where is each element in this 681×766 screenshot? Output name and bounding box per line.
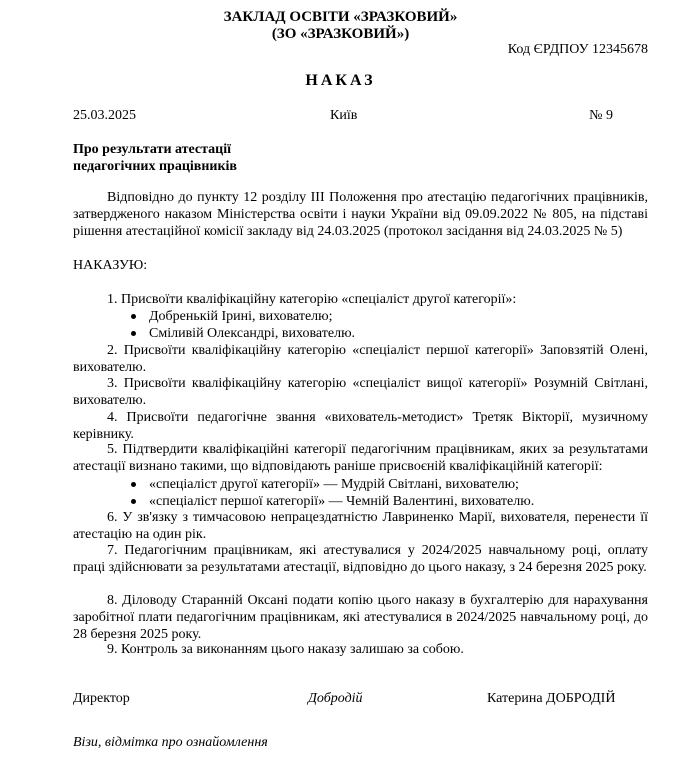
- item-8: 8. Діловоду Старанній Оксані подати копію цього наказу в бухгалтерію для нарахування заробітної плати педагогічним працівникам, які атестувалися в 2024/2025 навчальному році, до 28 березня 2025 року.: [73, 593, 648, 642]
- visas-note: Візи, відмітка про ознайомлення: [73, 735, 268, 750]
- item-2: 2. Присвоїти кваліфікаційну категорію «спеціаліст першої категорії» Заповзятій Олені, вихователю.: [73, 343, 648, 375]
- document-date: 25.03.2025: [73, 108, 136, 123]
- list-item: «спеціаліст другої категорії» — Мудрій Світлані, вихователю;: [73, 476, 648, 493]
- item-1: 1. Присвоїти кваліфікаційну категорію «спеціаліст другої категорії»:: [107, 292, 517, 307]
- list-item: Сміливій Олександрі, вихователю.: [73, 325, 648, 342]
- item-9: 9. Контроль за виконанням цього наказу залишаю за собою.: [107, 642, 464, 657]
- list-item: Добренькій Ірині, вихователю;: [73, 308, 648, 325]
- item-7: 7. Педагогічним працівникам, які атестувалися у 2024/2025 навчальному році, оплату праці здійснювати за результатами атестації, відповідно до цього наказу, з 24 березня 2025 року.: [73, 543, 648, 575]
- signature-position: Директор: [73, 691, 130, 706]
- edrpou-code: Код ЄРДПОУ 12345678: [507, 42, 648, 57]
- order-word: НАКАЗУЮ:: [73, 258, 148, 273]
- document-type: НАКАЗ: [305, 72, 376, 89]
- signature-handwritten: Добродій: [308, 691, 363, 706]
- item-5: 5. Підтвердити кваліфікаційні категорії педагогічним працівникам, яких за результатами атестації визнано такими, що відповідають раніше присвоєній кваліфікаційній категорії:: [73, 442, 648, 474]
- subject-line-1: Про результати атестації: [73, 142, 232, 157]
- list-item: «спеціаліст першої категорії» — Чемній Валентині, вихователю.: [73, 493, 648, 510]
- item-6: 6. У зв'язку з тимчасовою непрацездатністю Лавриненко Марії, вихователя, перенести її атестацію на один рік.: [73, 510, 648, 542]
- org-name: ЗАКЛАД ОСВІТИ «ЗРАЗКОВИЙ»: [223, 9, 458, 25]
- preamble: Відповідно до пункту 12 розділу ІІІ Положення про атестацію педагогічних працівників, затвердженого наказом Міністерства освіти і науки України від 09.09.2022 № 805, на підставі рішення атестаційної комісії закладу від 24.03.2025 (протокол засідання від 24.03.2025 № 5): [73, 190, 648, 239]
- org-short-name: (ЗО «ЗРАЗКОВИЙ»): [271, 26, 410, 42]
- item-1-list: [73, 308, 648, 342]
- signature-name: Катерина ДОБРОДІЙ: [487, 691, 616, 706]
- document-number: № 9: [589, 108, 613, 123]
- document-city: Київ: [330, 108, 358, 123]
- document-subject: [73, 141, 237, 175]
- item-4: 4. Присвоїти педагогічне звання «вихователь-методист» Третяк Вікторії, музичному керівнику.: [73, 410, 648, 442]
- item-3: 3. Присвоїти кваліфікаційну категорію «спеціаліст вищої категорії» Розумній Світлані, вихователю.: [73, 376, 648, 408]
- subject-line-2: педагогічних працівників: [73, 159, 237, 174]
- item-5-list: [73, 476, 648, 510]
